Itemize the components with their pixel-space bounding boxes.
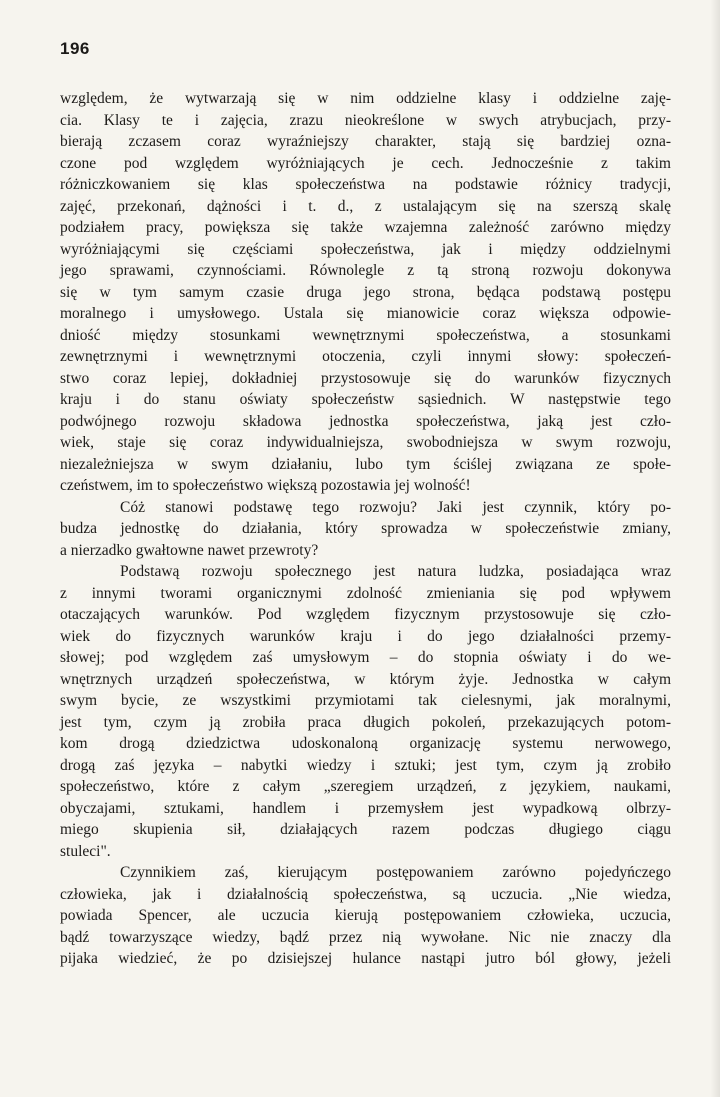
text-line: stuleci". bbox=[60, 842, 111, 860]
text-line: słowej; pod względem zaś umysłowym – do stopnia oświaty i do we- bbox=[60, 649, 671, 666]
text-line: Cóż stanowi podstawę tego rozwoju? Jaki jest czynnik, który po- bbox=[120, 498, 671, 516]
text-line: względem, że wytwarzają się w nim oddzielne klasy i oddzielne zaję- bbox=[60, 90, 671, 107]
text-line: społeczeństwo, które z całym „szeregiem urządzeń, z językiem, naukami, bbox=[60, 778, 671, 795]
text-line: podwójnego rozwoju składowa jednostka społeczeństwa, jaką jest czło- bbox=[60, 412, 671, 430]
page-edge-shadow bbox=[710, 0, 720, 1097]
text-line: bierają zczasem coraz wyraźniejszy charakter, stają się bardziej ozna- bbox=[60, 133, 671, 150]
text-line: Podstawą rozwoju społecznego jest natura ludzka, posiadająca wraz bbox=[120, 563, 671, 580]
text-line: otaczających warunków. Pod względem fizycznym przystosowuje się czło- bbox=[60, 606, 671, 623]
text-line: kraju i do stanu oświaty społeczeństw sąsiednich. W następstwie tego bbox=[60, 391, 671, 408]
text-line: jego sprawami, czynnościami. Równolegle z tą stroną rozwoju dokonywa bbox=[60, 262, 671, 279]
text-line: drogą zaś języka – nabytki wiedzy i sztuki; jest tym, czym ją zrobiło bbox=[60, 756, 671, 774]
text-line: człowieka, jak i działalnością społeczeństwa, są uczucia. „Nie wiedza, bbox=[60, 885, 671, 903]
text-line: zajęć, przekonań, dążności i t. d., z ustalającym się na szerszą skalę bbox=[60, 197, 671, 215]
text-line: zewnętrznymi i wewnętrznymi otoczenia, czyli innymi słowy: społeczeń- bbox=[60, 348, 671, 365]
text-line: kom drogą dziedzictwa udoskonaloną organizację systemu nerwowego, bbox=[60, 735, 671, 752]
text-line: różniczkowaniem się klas społeczeństwa na podstawie różnicy tradycji, bbox=[60, 176, 671, 193]
body-text bbox=[60, 88, 671, 970]
page-number: 196 bbox=[60, 39, 90, 58]
text-line: cia. Klasy te i zajęcia, zrazu nieokreślone w swych atrybucjach, przy- bbox=[60, 111, 671, 129]
text-line: stwo coraz lepiej, dokładniej przystosowuje się do warunków fizycznych bbox=[60, 369, 671, 387]
text-line: niezależniejsza w swym działaniu, lubo tym ściślej związana ze społe- bbox=[60, 455, 671, 473]
text-line: się w tym samym czasie druga jego strona, będąca podstawą postępu bbox=[60, 283, 671, 301]
text-line: dniość między stosunkami wewnętrznymi społeczeństwa, a stosunkami bbox=[60, 326, 671, 344]
text-line: wiek do fizycznych warunków kraju i do jego działalności przemy- bbox=[60, 627, 671, 645]
text-line: wnętrznych urządzeń społeczeństwa, w którym żyje. Jednostka w całym bbox=[60, 670, 671, 688]
text-line: bądź towarzyszące wiedzy, bądź przez nią wywołane. Nic nie znaczy dla bbox=[60, 928, 671, 946]
text-line: jest tym, czym ją zrobiła praca długich pokoleń, przekazujących potom- bbox=[60, 713, 671, 731]
text-line: pijaka wiedzieć, że po dzisiejszej hulance nastąpi jutro ból głowy, jeżeli bbox=[60, 950, 671, 967]
text-line: swym bycie, ze wszystkimi przymiotami tak cielesnymi, jak moralnymi, bbox=[60, 692, 671, 709]
text-line: wiek, staje się coraz indywidualniejsza, swobodniejsza w swym rozwoju, bbox=[60, 434, 671, 451]
text-line: budza jednostkę do działania, który sprowadza w społeczeństwie zmiany, bbox=[60, 520, 671, 537]
text-line: powiada Spencer, ale uczucia kierują postępowaniem człowieka, uczucia, bbox=[60, 907, 671, 924]
text-line: obyczajami, sztukami, handlem i przemysłem jest wypadkową olbrzy- bbox=[60, 799, 671, 817]
text-line: a nierzadko gwałtowne nawet przewroty? bbox=[60, 541, 319, 559]
text-line: wyróżniającymi się częściami społeczeństwa, jak i między oddzielnymi bbox=[60, 240, 671, 258]
text-line: Czynnikiem zaś, kierującym postępowaniem zarówno pojedyńczego bbox=[120, 864, 671, 881]
text-line: moralnego i umysłowego. Ustala się mianowicie coraz większa odpowie- bbox=[60, 305, 671, 322]
text-line: miego skupienia sił, działających razem podczas długiego ciągu bbox=[60, 821, 671, 838]
text-line: czone pod względem wyróżniających je cech. Jednocześnie z takim bbox=[60, 154, 671, 172]
text-line: z innymi tworami organicznymi zdolność zmieniania się pod wpływem bbox=[60, 584, 671, 602]
text-line: czeństwem, im to społeczeństwo większą pozostawia jej wolność! bbox=[60, 477, 471, 494]
text-line: podziałem pracy, powiększa się także wzajemna zależność zarówno między bbox=[60, 219, 671, 236]
